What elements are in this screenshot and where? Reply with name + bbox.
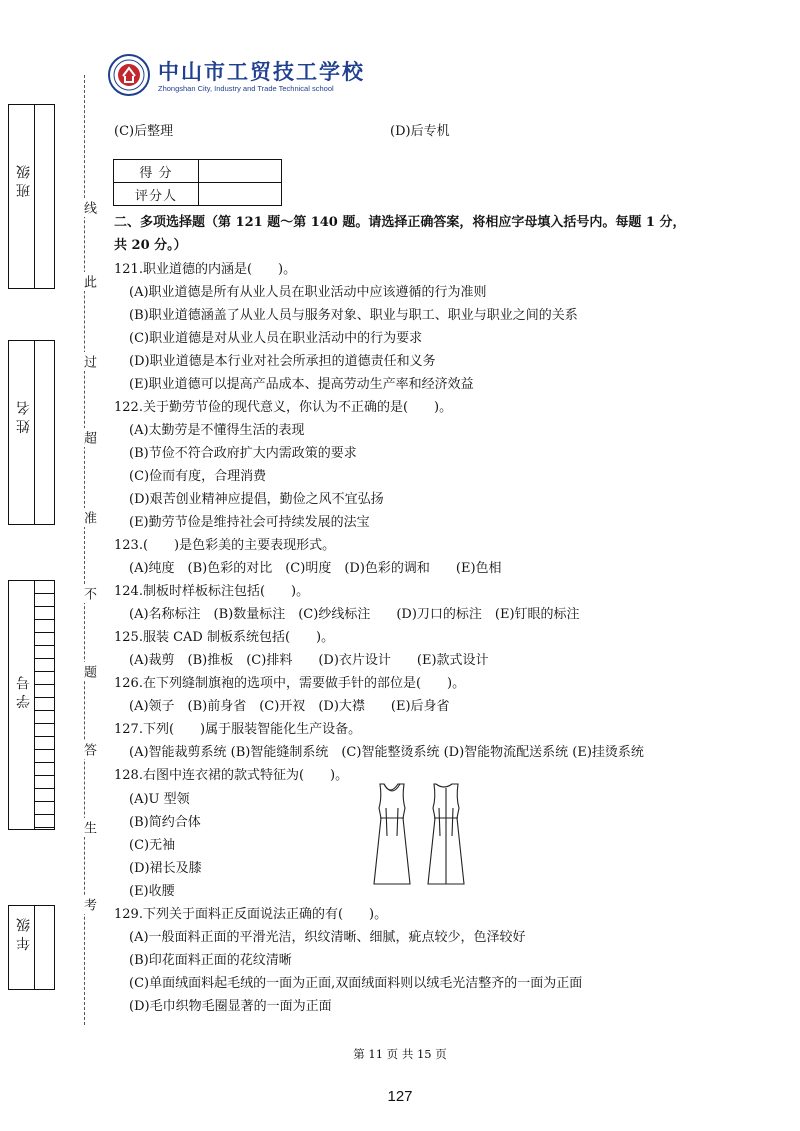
option: (A)一般面料正面的平滑光洁，织纹清晰、细腻，疵点较少，色泽较好	[129, 930, 526, 945]
cut-line-char: 不	[79, 584, 98, 603]
cut-line-char: 题	[79, 662, 98, 681]
class-box	[8, 104, 55, 289]
question-123: 123.( )是色彩美的主要表现形式。	[114, 538, 336, 553]
prev-option-d: (D)后专机	[390, 124, 450, 139]
option: (A)职业道德是所有从业人员在职业活动中应该遵循的行为准则	[129, 285, 487, 300]
name-label: 姓 名	[16, 401, 32, 434]
grader-field[interactable]	[199, 183, 282, 206]
options-row: (A)智能裁剪系统 (B)智能缝制系统 (C)智能整烫系统 (D)智能物流配送系统 (E)挂烫系统	[129, 745, 644, 760]
options-row: (A)名称标注 (B)数量标注 (C)纱线标注 (D)刀口的标注 (E)钉眼的标注	[129, 607, 580, 622]
option: (D)职业道德是本行业对社会所承担的道德责任和义务	[129, 354, 436, 369]
cut-line-char: 生	[79, 818, 98, 837]
cut-line-char: 此	[79, 272, 98, 291]
option: (D)裙长及膝	[129, 861, 202, 876]
grader-label: 评分人	[114, 183, 199, 206]
option: (A)太勤劳是不懂得生活的表现	[129, 423, 305, 438]
cut-line-char: 准	[79, 508, 98, 527]
question-124: 124.制板时样板标注包括( )。	[114, 584, 310, 599]
option: (C)无袖	[129, 838, 176, 853]
question-126: 126.在下列缝制旗袍的选项中，需要做手针的部位是( )。	[114, 676, 466, 691]
option: (A)U 型领	[129, 792, 190, 807]
question-128: 128.右图中连衣裙的款式特征为( )。	[114, 768, 349, 783]
dress-illustration	[372, 778, 476, 890]
page-info: 第 11 页 共 15 页	[353, 1047, 447, 1061]
cut-line	[84, 75, 85, 1025]
option: (B)节俭不符合政府扩大内需政策的要求	[129, 446, 357, 461]
option: (C)职业道德是对从业人员在职业活动中的行为要求	[129, 331, 423, 346]
option: (C)俭而有度，合理消费	[129, 469, 267, 484]
cut-line-char: 超	[79, 428, 98, 447]
section-title-cont: 共 20 分。）	[114, 238, 187, 253]
score-field[interactable]	[199, 160, 282, 183]
cut-line-char: 线	[79, 198, 98, 217]
option: (B)职业道德涵盖了从业人员与服务对象、职业与职工、职业与职业之间的关系	[129, 308, 578, 323]
option: (D)毛巾织物毛圈显著的一面为正面	[129, 999, 332, 1014]
section-title: 二、多项选择题（第 121 题～第 140 题。请选择正确答案，将相应字母填入括号内。每题 1 分，	[114, 215, 686, 230]
student-id-cells	[34, 581, 54, 829]
option: (B)简约合体	[129, 815, 201, 830]
options-row: (A)纯度 (B)色彩的对比 (C)明度 (D)色彩的调和 (E)色相	[129, 561, 502, 576]
cut-line-char: 答	[79, 740, 98, 759]
score-table	[113, 159, 282, 206]
class-label: 班 级	[16, 165, 32, 198]
cut-line-char: 过	[79, 352, 98, 371]
school-emblem-icon	[108, 54, 150, 96]
page-number: 127	[387, 1088, 413, 1105]
question-125: 125.服装 CAD 制板系统包括( )。	[114, 630, 335, 645]
question-129: 129.下列关于面料正反面说法正确的有( )。	[114, 907, 388, 922]
question-121: 121.职业道德的内涵是( )。	[114, 262, 297, 277]
option: (B)印花面料正面的花纹清晰	[129, 953, 292, 968]
option: (D)艰苦创业精神应提倡，勤俭之风不宜弘扬	[129, 492, 384, 507]
grade-box	[8, 905, 55, 990]
school-name-en: Zhongshan City, Industry and Trade Technical school	[158, 84, 334, 93]
name-box	[8, 340, 55, 525]
options-row: (A)裁剪 (B)推板 (C)排料 (D)衣片设计 (E)款式设计	[129, 653, 489, 668]
question-127: 127.下列( )属于服装智能化生产设备。	[114, 722, 362, 737]
score-label: 得 分	[114, 160, 199, 183]
cut-line-char: 考	[79, 895, 98, 914]
student-id-label: 学 号	[16, 676, 32, 709]
option: (C)单面绒面料起毛绒的一面为正面,双面绒面料则以绒毛光洁整齐的一面为正面	[129, 976, 583, 991]
option: (E)勤劳节俭是维持社会可持续发展的法宝	[129, 515, 370, 530]
student-id-box	[8, 580, 55, 830]
prev-option-c: (C)后整理	[114, 124, 174, 139]
option: (E)职业道德可以提高产品成本、提高劳动生产率和经济效益	[129, 377, 474, 392]
options-row: (A)领子 (B)前身省 (C)开衩 (D)大襟 (E)后身省	[129, 699, 450, 714]
question-122: 122.关于勤劳节俭的现代意义，你认为不正确的是( )。	[114, 400, 453, 415]
grade-label: 年 级	[16, 918, 32, 951]
school-name-cn: 中山市工贸技工学校	[158, 59, 365, 84]
option: (E)收腰	[129, 884, 175, 899]
